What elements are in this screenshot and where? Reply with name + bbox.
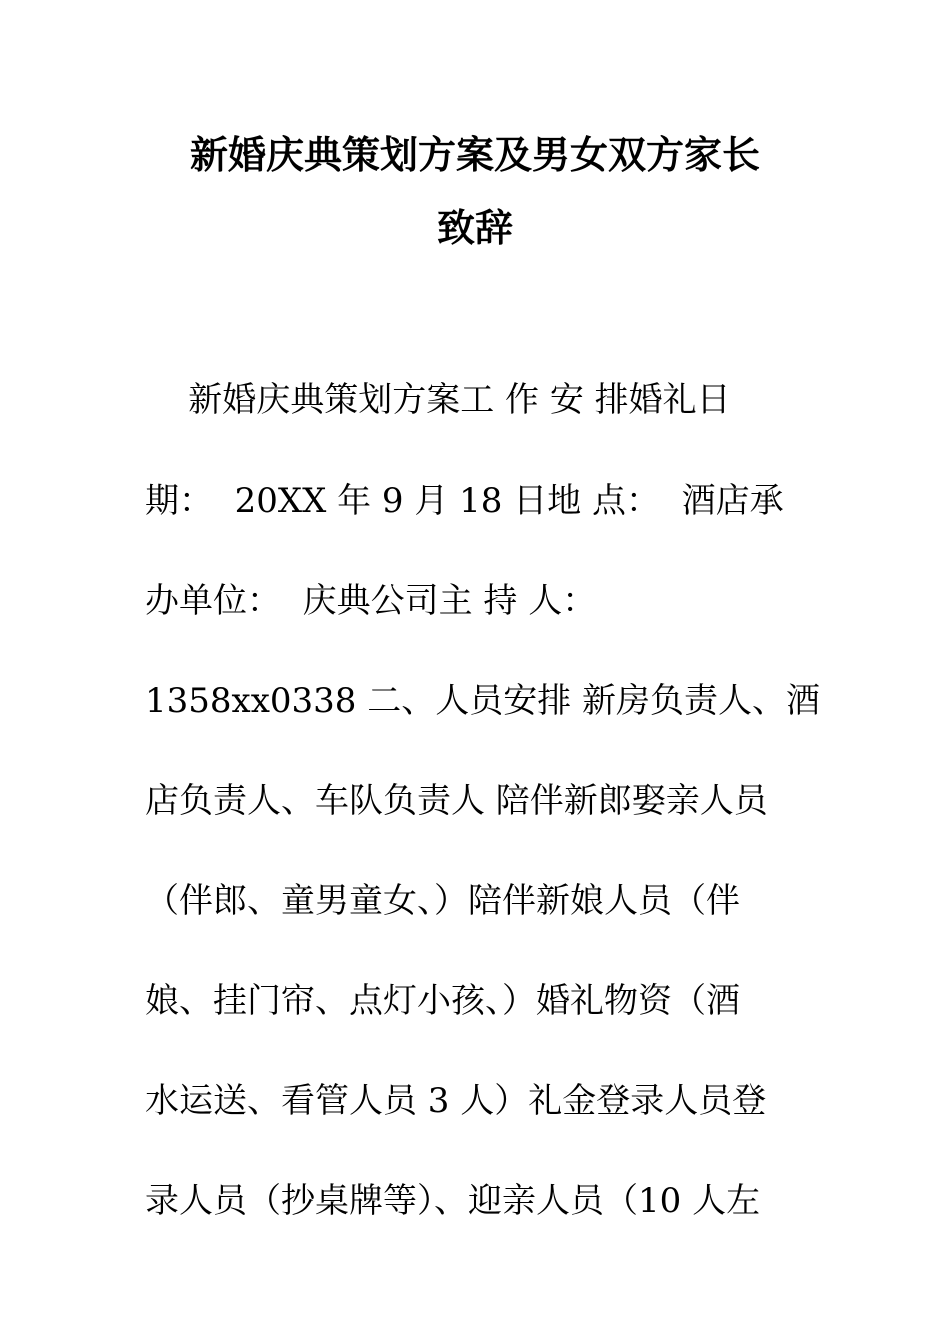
body-line-4: 1358xx0338 二、人员安排 新房负责人、酒 <box>145 681 821 721</box>
body-line-8: 水运送、看管人员 3 人）礼金登录人员登 <box>145 1081 767 1121</box>
body-line-5: 店负责人、车队负责人 陪伴新郎娶亲人员 <box>145 781 768 821</box>
body-line-3: 办单位： 庆典公司主 持 人： <box>145 581 597 621</box>
document-title-line-2: 致辞 <box>436 205 513 250</box>
document-title-line-1: 新婚庆典策划方案及男女双方家长 <box>189 132 760 177</box>
body-line-1: 新婚庆典策划方案工 作 安 排婚礼日 <box>145 380 731 420</box>
body-line-6: （伴郎、童男童女、）陪伴新娘人员（伴 <box>145 881 740 921</box>
body-line-2: 期： 20XX 年 9 月 18 日地 点： 酒店承 <box>145 481 784 521</box>
body-line-9: 录人员（抄桌牌等）、迎亲人员（10 人左 <box>145 1181 761 1221</box>
body-line-7: 娘、挂门帘、点灯小孩、）婚礼物资（酒 <box>145 981 740 1021</box>
